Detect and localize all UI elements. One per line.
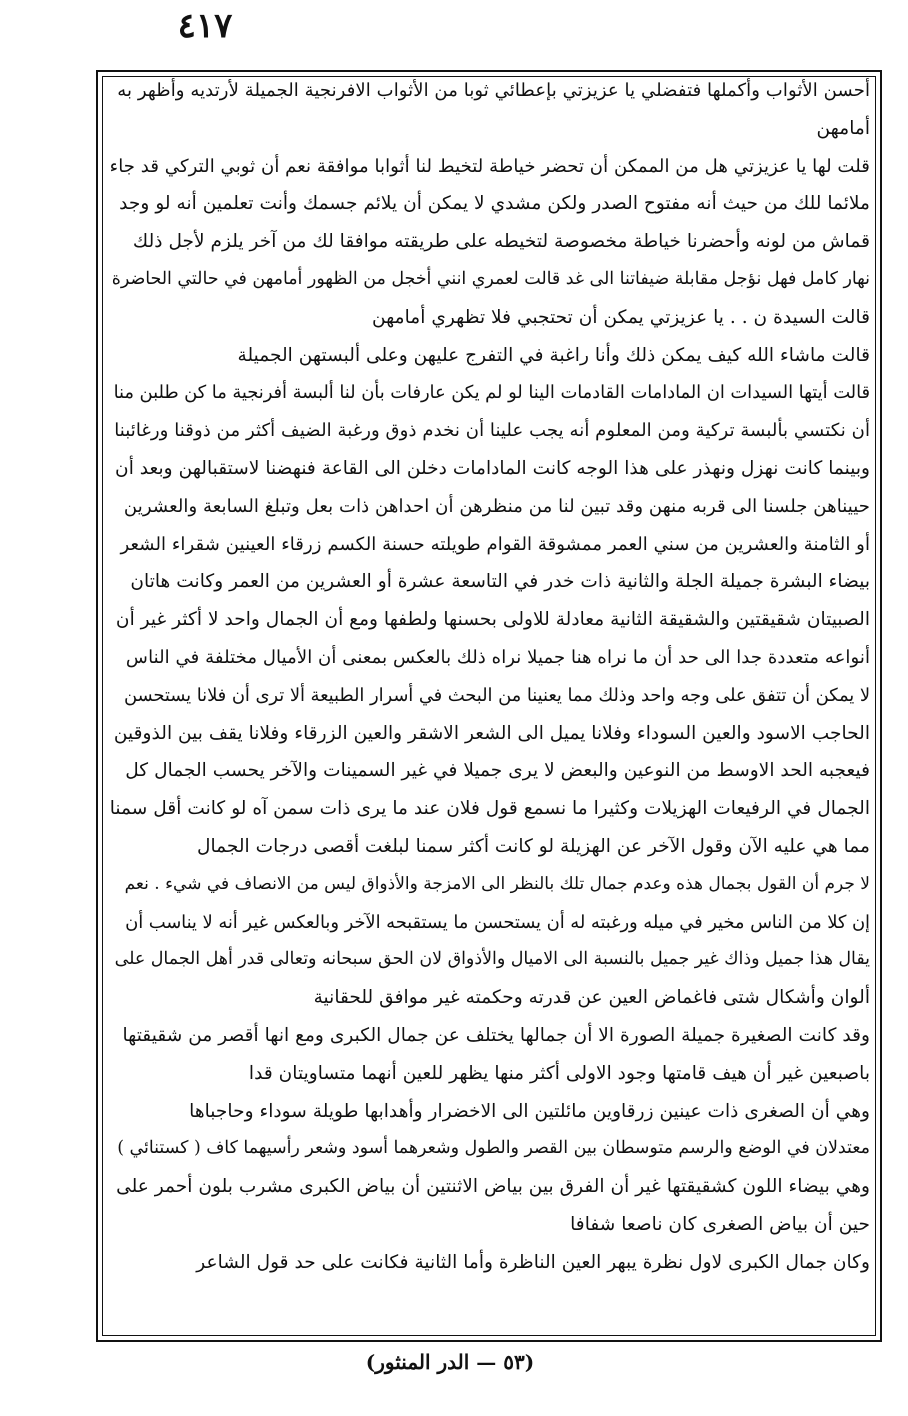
text-line: حييناهن جلسنا الى قربه منهن وقد تبين لنا من منظرهن أن احداهن ذات بعل وتبلغ السابعة والعشرين bbox=[123, 495, 870, 517]
page-number: ٤١٧ bbox=[177, 6, 233, 46]
text-line: قلت لها يا عزيزتي هل من الممكن أن تحضر خياطة لتخيط لنا أثوابا موافقة نعم أن ثوبي التركي قد جاء bbox=[110, 155, 870, 177]
text-line: لا يمكن أن تتفق على وجه واحد وذلك مما يعنينا من البحث في أسرار الطبيعة ألا ترى أن فلانا يستحسن bbox=[124, 684, 870, 706]
text-line: معتدلان في الوضع والرسم متوسطان بين القصر والطول وشعرهما أسود وشعر رأسيهما كاف ( كستنائي ) bbox=[117, 1138, 870, 1159]
text-line: مما هي عليه الآن وقول الآخر عن الهزيلة لو كانت أكثر سمنا لبلغت أقصى درجات الجمال bbox=[196, 835, 870, 857]
text-line: بيضاء البشرة جميلة الجلة والثانية ذات خدر في التاسعة عشرة أو العشرين من العمر وكانت هاتان bbox=[130, 571, 870, 593]
text-line: قالت ماشاء الله كيف يمكن ذلك وأنا راغبة في التفرج عليهن وعلى ألبستهن الجميلة bbox=[237, 344, 870, 366]
text-line: قماش من لونه وأحضرنا خياطة مخصوصة لتخيطه على طريقته موافقا لك من آخر يلزم لأجل ذلك bbox=[132, 231, 870, 253]
text-line: وهي بيضاء اللون كشقيقتها غير أن الفرق بين بياض الاثنتين أن بياض الكبرى مشرب بلون أحمر على bbox=[116, 1176, 870, 1198]
text-line: نهار كامل فهل نؤجل مقابلة ضيفاتنا الى غد قالت لعمري انني أخجل من الظهور أمامهن في حالتي الحاضرة bbox=[111, 268, 870, 289]
text-line: أنواعه متعددة جدا الى حد أن ما نراه هنا جميلا نراه ذلك بالعكس بمعنى أن الأميال مختلفة في الناس bbox=[125, 646, 870, 668]
text-line: وكان جمال الكبرى لاول نظرة يبهر العين الناظرة وأما الثانية فكانت على حد قول الشاعر bbox=[196, 1251, 870, 1273]
text-line: يقال هذا جميل وذاك غير جميل بالنسبة الى الاميال والأذواق لان الحق سبحانه وتعالى قدر أهل الجمال على bbox=[114, 949, 870, 970]
text-line: ملائما للك من حيث أنه مفتوح الصدر ولكن مشدي لا يمكن أن يلائم جسمك وأنت تعلمين أنه لو وجد bbox=[119, 193, 870, 215]
text-line: الجمال في الرفيعات الهزيلات وكثيرا ما نسمع قول فلان عند ما يرى ذات سمن آه لو كانت أقل سمنا bbox=[110, 798, 870, 820]
text-line: أن نكتسي بألبسة تركية ومن المعلوم أنه يجب علينا أن نخدم ذوق ورغبة الضيف أكثر من ذوقنا ورغائبنا bbox=[114, 420, 870, 442]
text-line: فيعجبه الحد الاوسط من النوعين والبعض لا يرى جميلا في غير السمينات والآخر يحسب الجمال كل bbox=[125, 760, 870, 782]
text-line: وهي أن الصغرى ذات عينين زرقاوين مائلتين الى الاخضرار وأهدابها طويلة سوداء وحاجباها bbox=[189, 1100, 870, 1122]
text-line: باصبعين غير أن هيف قامتها وجود الاولى أكثر منها يظهر للعين أنهما متساويتان قدا bbox=[248, 1062, 870, 1084]
text-line: إن كلا من الناس مخير في ميله ورغبته له أن يستحسن ما يستقبحه الآخر وبالعكس غير أنه لا يناسب أن bbox=[125, 911, 870, 933]
text-line: أحسن الأثواب وأكملها فتفضلي يا عزيزتي بإعطائي ثوبا من الأثواب الافرنجية الجميلة لأرتديه وأظهر به bbox=[117, 80, 870, 101]
text-frame bbox=[96, 70, 882, 1342]
text-line: لا جرم أن القول بجمال هذه وعدم جمال تلك بالنظر الى الامزجة والأذواق ليس من الانصاف في شيء . نعم bbox=[124, 873, 870, 894]
page-footer: (٥٣ — الدر المنثور) bbox=[365, 1350, 535, 1374]
text-line: حين أن بياض الصغرى كان ناصعا شفافا bbox=[570, 1213, 870, 1235]
text-line: أو الثامنة والعشرين من سني العمر ممشوقة القوام طويلته حسنة الكسم زرقاء العينين شقراء الشعر bbox=[120, 533, 870, 555]
text-body bbox=[98, 72, 880, 1282]
text-line: ألوان وأشكال شتى فاغماض العين عن قدرته وحكمته غير موافق للحقانية bbox=[313, 987, 870, 1009]
text-line: قالت السيدة ن . . يا عزيزتي يمكن أن تحتجبي فلا تظهري أمامهن bbox=[371, 306, 870, 328]
text-line: وقد كانت الصغيرة جميلة الصورة الا أن جمالها يختلف عن جمال الكبرى ومع انها أقصر من شقيقتها bbox=[122, 1024, 870, 1046]
text-line: أمامهن bbox=[816, 117, 870, 139]
text-line: الصبيتان شقيقتين والشقيقة الثانية معادلة للاولى بحسنها ولطفها ومع أن الجمال واحد لا أكثر غير أن bbox=[115, 609, 870, 631]
text-line: الحاجب الاسود والعين السوداء وفلانا يميل الى الشعر الاشقر والعين الزرقاء وفلانا يقف بين الذوقين bbox=[113, 722, 870, 744]
text-line: وبينما كانت نهزل ونهذر على هذا الوجه كانت المادامات دخلن الى القاعة فنهضنا لاستقبالهن وبعد أن bbox=[115, 457, 870, 479]
text-line: قالت أيتها السيدات ان المادامات القادمات الينا لو لم يكن عارفات بأن لنا ألبسة أفرنجية ما كن طلبن منا bbox=[113, 382, 870, 404]
